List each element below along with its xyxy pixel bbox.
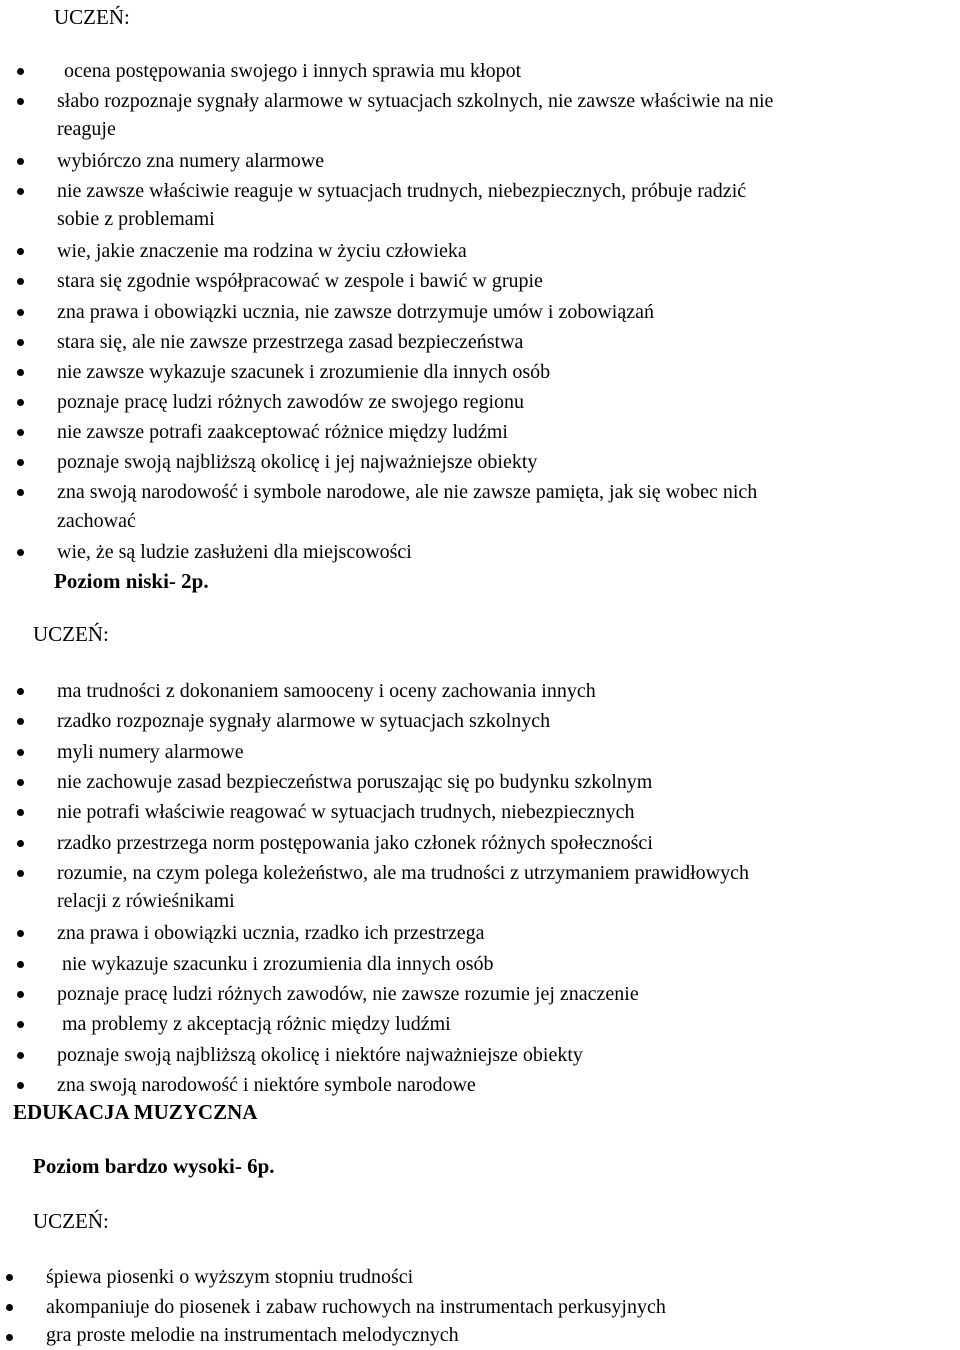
bullet-icon: [17, 1052, 24, 1059]
bullet-icon: [17, 459, 24, 466]
section-title-edukacja-muzyczna: EDUKACJA MUZYCZNA: [13, 1100, 258, 1124]
list-item-continuation: reaguje: [57, 118, 116, 140]
bullet-icon: [17, 1021, 24, 1028]
list-item: poznaje swoją najbliższą okolicę i niektóre najważniejsze obiekty: [57, 1044, 583, 1066]
list-item: ma trudności z dokonaniem samooceny i oceny zachowania innych: [57, 680, 596, 702]
bullet-icon: [17, 309, 24, 316]
list-item: ma problemy z akceptacją różnic między ludźmi: [57, 1013, 451, 1035]
bullet-icon: [17, 489, 24, 496]
bullet-icon: [17, 278, 24, 285]
bullet-icon: [17, 188, 24, 195]
bullet-icon: [6, 1334, 13, 1341]
level-very-high-heading: Poziom bardzo wysoki- 6p.: [33, 1154, 275, 1178]
list-item: poznaje pracę ludzi różnych zawodów, nie zawsze rozumie jej znaczenie: [57, 983, 639, 1005]
bullet-icon: [17, 399, 24, 406]
bullet-icon: [17, 749, 24, 756]
bullet-icon: [17, 991, 24, 998]
level-low-heading: Poziom niski- 2p.: [54, 569, 209, 593]
list-item-continuation: zachować: [57, 510, 136, 532]
heading-uczen-3: UCZEŃ:: [33, 1209, 109, 1233]
bullet-icon: [17, 339, 24, 346]
list-item: nie zawsze wykazuje szacunek i zrozumienie dla innych osób: [57, 361, 551, 383]
bullet-icon: [17, 369, 24, 376]
bullet-icon: [17, 779, 24, 786]
bullet-icon: [17, 68, 24, 75]
bullet-icon: [6, 1274, 13, 1281]
list-item: poznaje swoją najbliższą okolicę i jej najważniejsze obiekty: [57, 451, 538, 473]
list-item: stara się, ale nie zawsze przestrzega zasad bezpieczeństwa: [57, 331, 524, 353]
bullet-icon: [17, 98, 24, 105]
list-item: akompaniuje do piosenek i zabaw ruchowych na instrumentach perkusyjnych: [46, 1296, 666, 1318]
list-item-continuation: sobie z problemami: [57, 208, 215, 230]
list-item: ocena postępowania swojego i innych sprawia mu kłopot: [64, 60, 522, 82]
list-item: rzadko rozpoznaje sygnały alarmowe w sytuacjach szkolnych: [57, 710, 551, 732]
list-item: zna swoją narodowość i niektóre symbole narodowe: [57, 1074, 476, 1096]
list-item: wybiórczo zna numery alarmowe: [57, 150, 325, 172]
bullet-icon: [17, 961, 24, 968]
list-item: nie wykazuje szacunku i zrozumienia dla innych osób: [57, 953, 494, 975]
bullet-icon: [17, 429, 24, 436]
list-item: zna prawa i obowiązki ucznia, rzadko ich przestrzega: [57, 922, 485, 944]
list-item: myli numery alarmowe: [57, 741, 244, 763]
bullet-icon: [17, 248, 24, 255]
list-item-continuation: relacji z rówieśnikami: [57, 890, 235, 912]
bullet-icon: [17, 549, 24, 556]
bullet-icon: [17, 870, 24, 877]
bullet-icon: [6, 1304, 13, 1311]
list-item: słabo rozpoznaje sygnały alarmowe w sytuacjach szkolnych, nie zawsze właściwie na nie: [57, 90, 774, 112]
bullet-icon: [17, 930, 24, 937]
bullet-icon: [17, 840, 24, 847]
bullet-icon: [17, 1082, 24, 1089]
list-item: rzadko przestrzega norm postępowania jako członek różnych społeczności: [57, 832, 653, 854]
bullet-icon: [17, 158, 24, 165]
list-item: nie zachowuje zasad bezpieczeństwa poruszając się po budynku szkolnym: [57, 771, 653, 793]
list-item: nie potrafi właściwie reagować w sytuacjach trudnych, niebezpiecznych: [57, 801, 635, 823]
bullet-icon: [17, 688, 24, 695]
list-item: stara się zgodnie współpracować w zespole i bawić w grupie: [57, 270, 543, 292]
bullet-icon: [17, 809, 24, 816]
list-item: nie zawsze właściwie reaguje w sytuacjach trudnych, niebezpiecznych, próbuje radzić: [57, 180, 747, 202]
heading-uczen-1: UCZEŃ:: [54, 5, 130, 29]
bullet-icon: [17, 718, 24, 725]
list-item: wie, jakie znaczenie ma rodzina w życiu człowieka: [57, 240, 467, 262]
list-item: zna prawa i obowiązki ucznia, nie zawsze dotrzymuje umów i zobowiązań: [57, 301, 654, 323]
list-item: śpiewa piosenki o wyższym stopniu trudności: [46, 1266, 414, 1288]
list-item: zna swoją narodowość i symbole narodowe, ale nie zawsze pamięta, jak się wobec nich: [57, 481, 758, 503]
list-item: nie zawsze potrafi zaakceptować różnice między ludźmi: [57, 421, 508, 443]
list-item: wie, że są ludzie zasłużeni dla miejscowości: [57, 541, 412, 563]
list-item: rozumie, na czym polega koleżeństwo, ale ma trudności z utrzymaniem prawidłowych: [57, 862, 749, 884]
list-item: poznaje pracę ludzi różnych zawodów ze swojego regionu: [57, 391, 525, 413]
heading-uczen-2: UCZEŃ:: [33, 622, 109, 646]
list-item: gra proste melodie na instrumentach melodycznych: [46, 1324, 459, 1346]
